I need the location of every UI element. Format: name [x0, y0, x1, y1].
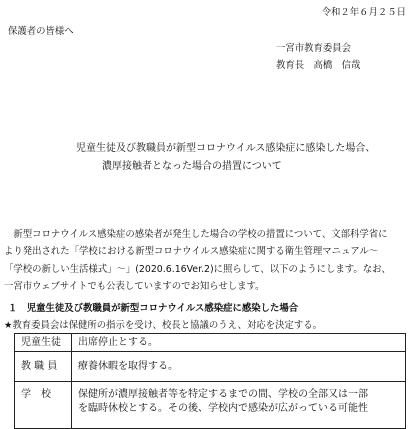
row-category-staff: 教 職 員 [15, 352, 72, 382]
row-category-students: 児童生徒 [15, 334, 72, 352]
row-text-school-line-2: を臨時休校とする。その後、学校内で感染が広がっている可能性 [78, 403, 368, 414]
body-line-4: 一宮市ウェブサイトでも公表していますのでお知らせします。 [4, 281, 265, 292]
table-row-school [15, 382, 406, 429]
section-1-note: ★教育委員会は保健所の指示を受け、校長と協議のうえ、対応を決定する。 [4, 320, 322, 331]
table-row-students [15, 334, 406, 352]
row-text-school [72, 382, 406, 429]
row-text-staff: 療養休暇を取得する。 [72, 352, 406, 382]
sender-person: 教育長 高橋 信哉 [276, 60, 361, 71]
row-category-school: 学 校 [15, 382, 72, 429]
body-line-3: 「学校の新しい生活様式」～」(2020.6.16Ver.2)に照らして、以下のようにします。なお、 [4, 264, 391, 275]
addressee: 保護者の皆様へ [8, 26, 74, 37]
sender-organization: 一宮市教育委員会 [276, 43, 352, 54]
row-text-students: 出席停止とする。 [72, 334, 406, 352]
body-line-1: 新型コロナウイルス感染症の感染者が発生した場合の学校の措置について、文部科学省に [4, 229, 388, 240]
title-line-1: 児童生徒及び教職員が新型コロナウイルス感染症に感染した場合、 [76, 143, 376, 154]
section-1-heading: １ 児童生徒及び教職員が新型コロナウイルス感染症に感染した場合 [8, 303, 299, 314]
title-line-2: 濃厚接触者となった場合の措置について [102, 161, 282, 172]
table-row-staff [15, 352, 406, 382]
document-date: 令和２年６月２５日 [321, 7, 406, 18]
measures-table [14, 333, 406, 429]
row-text-school-line-1: 保健所が濃厚接触者等を特定するまでの間、学校の全部又は一部 [78, 389, 368, 400]
body-line-2: より発出された「学校における新型コロナウイルス感染症に関する衛生管理マニュアル～ [4, 246, 379, 257]
